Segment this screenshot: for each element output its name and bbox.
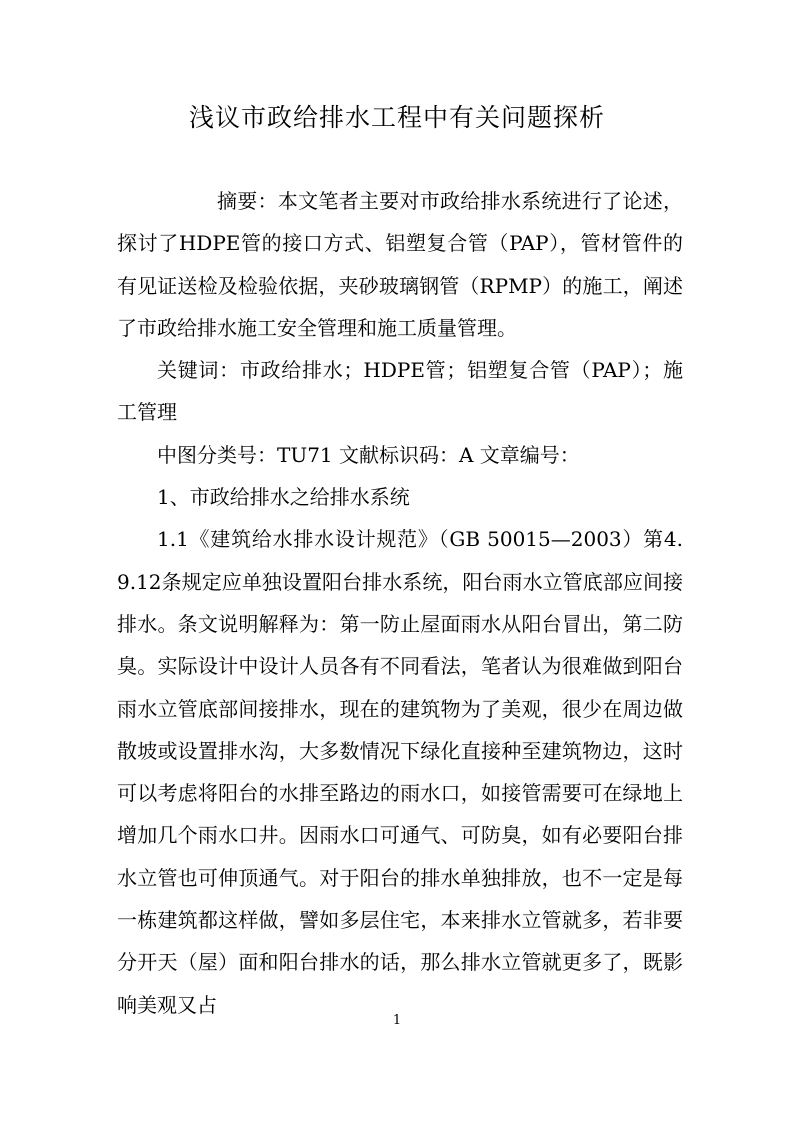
classification-line: 中图分类号：TU71 文献标识码：A 文章编号： bbox=[157, 442, 580, 467]
keywords-paragraph: 关键词：市政给排水；HDPE管；铝塑复合管（PAP）；施工管理 bbox=[117, 358, 683, 425]
section-heading: 1、市政给排水之给排水系统 bbox=[157, 485, 410, 510]
page-number: 1 bbox=[392, 1013, 402, 1028]
body-paragraph: 1.1《建筑给水排水设计规范》（GB 50015—2003）第4.9.12条规定应单独设置阳台排水系统，阳台雨水立管底部应间接排水。条文说明解释为：第一防止屋面雨水从阳台冒出，第二防臭。实际设计中设计人员各有不同看法，笔者认为很难做到阳台雨水立管底部间接排水，现在的建筑物为了美观，很少在周边做散坡或设置排水沟，大多数情况下绿化直接种至建筑物边，这时可以考虑将阳台的水排至路边的雨水口，如接管需要可在绿地上增加几个雨水口井。因雨水口可通气、可防臭，如有必要阳台排水立管也可伸顶通气。对于阳台的排水单独排放，也不一定是每一栋建筑都这样做，譬如多层住宅，本来排水立管就多，若非要分开天（屋）面和阳台排水的话，那么排水立管就更多了，既影响美观又占 bbox=[117, 527, 683, 1017]
document-body bbox=[117, 180, 683, 1026]
document-title: 浅议市政给排水工程中有关问题探析 bbox=[188, 103, 605, 132]
abstract-paragraph: 摘要：本文笔者主要对市政给排水系统进行了论述，探讨了HDPE管的接口方式、铝塑复合管（PAP），管材管件的有见证送检及检验依据，夹砂玻璃钢管（RPMP）的施工，阐述了市政给排水施工安全管理和施工质量管理。 bbox=[117, 189, 683, 340]
